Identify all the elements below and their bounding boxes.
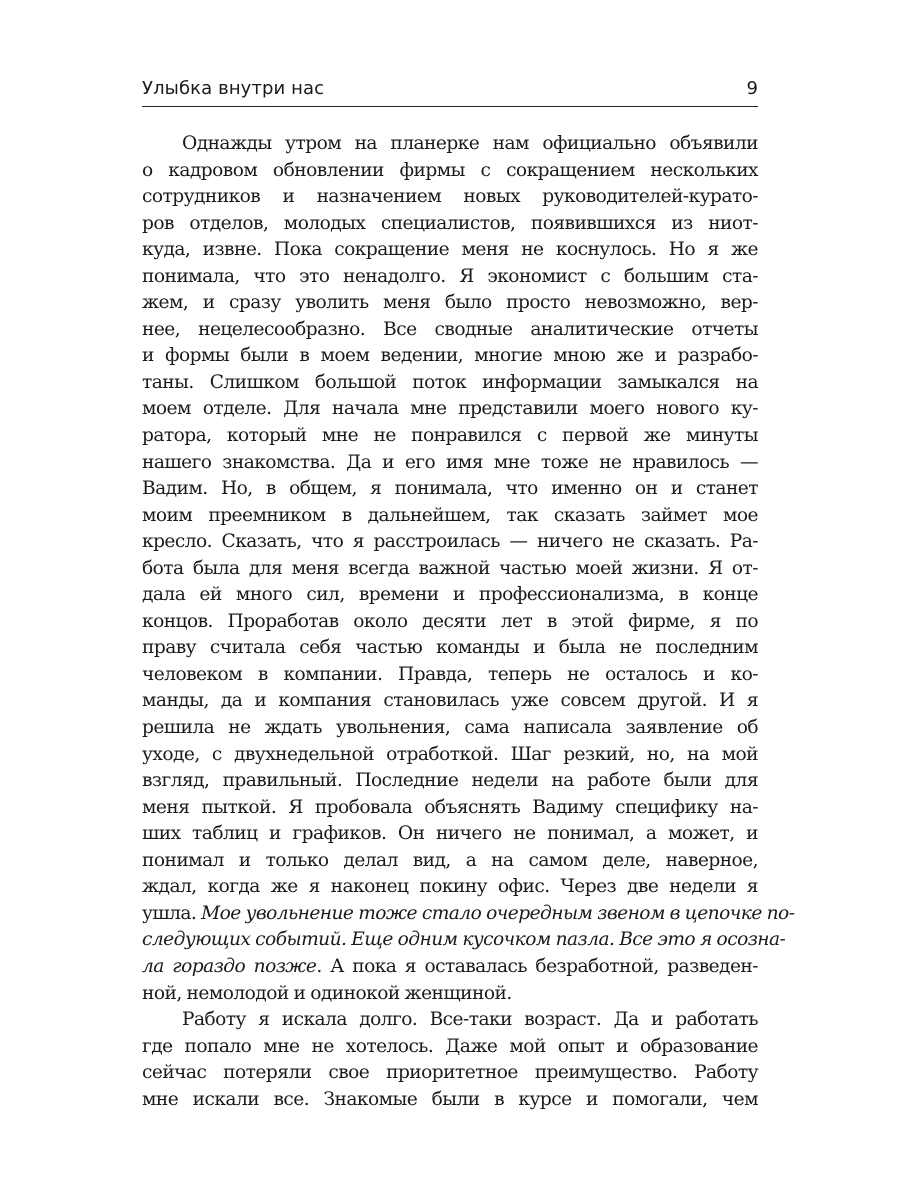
italic-text-segment: следующих событий. Еще одним кусочком пазла. Все это я осозна- [142, 929, 786, 951]
text-line [142, 343, 758, 370]
text-line [142, 742, 758, 769]
text-segment: ратора, который мне не понравился с первой же минуты [142, 425, 758, 447]
text-line [142, 184, 758, 211]
text-segment: концов. Проработав около десяти лет в этой фирме, я по [142, 610, 758, 632]
body-text [142, 131, 795, 1113]
text-line [142, 848, 758, 875]
text-segment: бота была для меня всегда важной частью моей жизни. Я от- [142, 557, 758, 579]
text-segment: человеком в компании. Правда, теперь не осталось и ко- [142, 663, 758, 685]
page-number: 9 [746, 78, 758, 99]
text-segment: уходе, с двухнедельной отработкой. Шаг резкий, но, на мой [142, 743, 758, 765]
text-line [142, 795, 758, 822]
text-segment: решила не ждать увольнения, сама написала заявление об [142, 717, 758, 739]
text-segment: нашего знакомства. Да и его имя мне тоже не нравилось — [142, 451, 758, 473]
text-line [142, 503, 758, 530]
text-segment: таны. Слишком большой поток информации замыкался на [142, 371, 758, 393]
text-segment: ушла. [142, 902, 202, 924]
text-segment: кресло. Сказать, что я расстроилась — ничего не сказать. Ра- [142, 531, 758, 553]
text-line [142, 1034, 758, 1061]
text-segment: ждал, когда же я наконец покину офис. Через две недели я [142, 876, 758, 898]
text-line [142, 981, 758, 1008]
text-segment: Работу я искала долго. Все-таки возраст. Да и работать [182, 1009, 758, 1031]
italic-text-segment: Мое увольнение тоже стало очередным звеном в цепочке по- [201, 902, 795, 924]
text-line [142, 874, 758, 901]
italic-text-segment: ла гораздо позже. [142, 955, 322, 977]
text-line [142, 609, 758, 636]
text-segment: дала ей много сил, времени и профессионализма, в конце [142, 584, 758, 606]
text-segment: понимала, что это ненадолго. Я экономист с большим ста- [142, 265, 758, 287]
text-segment: А пока я оставалась безработной, разведен- [321, 955, 758, 977]
text-segment: ной, немолодой и одинокой женщиной. [142, 982, 512, 1004]
text-segment: мне искали все. Знакомые были в курсе и помогали, чем [142, 1088, 758, 1110]
text-segment: жем, и сразу уволить меня было просто невозможно, вер- [142, 292, 758, 314]
running-title: Улыбка внутри нас [142, 78, 325, 99]
running-header [142, 76, 758, 107]
text-line [142, 901, 795, 928]
text-line [142, 450, 758, 477]
text-segment: сейчас потеряли свое приоритетное преимущество. Работу [142, 1062, 758, 1084]
text-segment: меня пыткой. Я пробовала объяснять Вадиму специфику на- [142, 796, 758, 818]
text-line [142, 423, 758, 450]
text-line [142, 635, 758, 662]
text-line [142, 476, 758, 503]
text-line [142, 1007, 758, 1034]
text-segment: моим преемником в дальнейшем, так сказать займет мое [142, 504, 758, 526]
text-line [142, 131, 758, 158]
text-segment: манды, да и компания становилась уже совсем другой. И я [142, 690, 758, 712]
text-segment: куда, извне. Пока сокращение меня не коснулось. Но я же [142, 239, 758, 261]
text-line [142, 237, 758, 264]
text-line [142, 954, 758, 981]
text-segment: и формы были в моем ведении, многие мною же и разрабо- [142, 345, 758, 367]
text-segment: сотрудников и назначением новых руководителей-курато- [142, 186, 758, 208]
text-line [142, 211, 758, 238]
text-line [142, 927, 786, 954]
text-segment: взгляд, правильный. Последние недели на работе были для [142, 770, 758, 792]
text-segment: моем отделе. Для начала мне представили моего нового ку- [142, 398, 758, 420]
text-line [142, 529, 758, 556]
text-segment: где попало мне не хотелось. Даже мой опыт и образование [142, 1035, 758, 1057]
text-line [142, 370, 758, 397]
text-segment: понимал и только делал вид, а на самом деле, наверное, [142, 849, 758, 871]
text-segment: ров отделов, молодых специалистов, появившихся из ниот- [142, 212, 758, 234]
text-line [142, 715, 758, 742]
text-line [142, 317, 758, 344]
text-line [142, 264, 758, 291]
text-line [142, 582, 758, 609]
text-segment: о кадровом обновлении фирмы с сокращением нескольких [142, 159, 758, 181]
text-line [142, 1087, 758, 1114]
text-line [142, 768, 758, 795]
text-line [142, 556, 758, 583]
text-line [142, 688, 758, 715]
text-segment: Вадим. Но, в общем, я понимала, что именно он и станет [142, 478, 758, 500]
text-line [142, 1060, 758, 1087]
text-line [142, 290, 758, 317]
text-line [142, 662, 758, 689]
text-line [142, 821, 758, 848]
text-line [142, 396, 758, 423]
text-segment: ших таблиц и графиков. Он ничего не понимал, а может, и [142, 823, 758, 845]
text-segment: нее, нецелесообразно. Все сводные аналитические отчеты [142, 318, 758, 340]
text-line [142, 158, 758, 185]
text-segment: праву считала себя частью команды и была не последним [142, 637, 758, 659]
text-segment: Однажды утром на планерке нам официально объявили [182, 133, 758, 154]
